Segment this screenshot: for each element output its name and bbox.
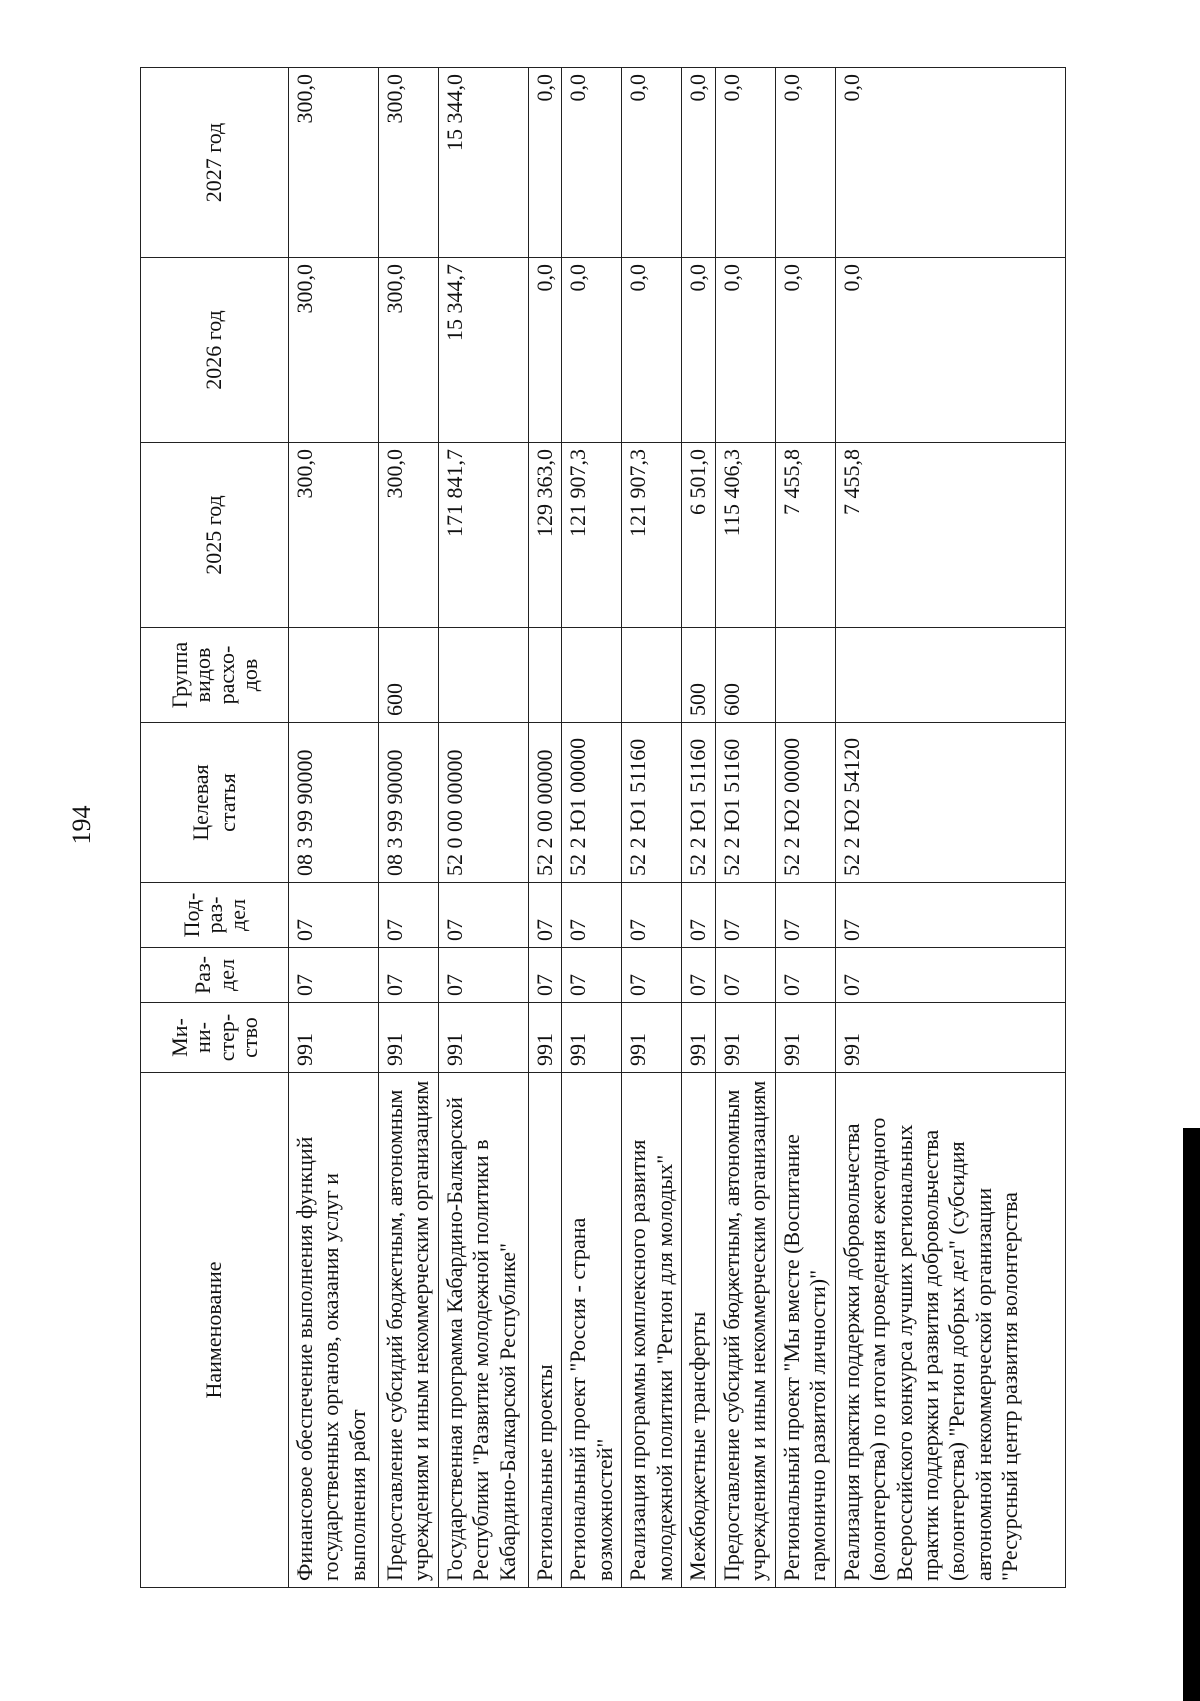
cell-2026: 300,0 (289, 258, 379, 443)
cell-2025: 171 841,7 (439, 443, 529, 628)
budget-table-rotated (140, 68, 1055, 1588)
cell-target: 08 3 99 90000 (379, 723, 439, 883)
cell-group (622, 628, 682, 723)
table-row (439, 68, 529, 1588)
cell-ministry: 991 (775, 1003, 835, 1073)
table-row (835, 68, 1065, 1588)
cell-ministry: 991 (379, 1003, 439, 1073)
header-target: Целевая статья (141, 723, 289, 883)
cell-subsection: 07 (379, 883, 439, 948)
cell-2026: 0,0 (682, 258, 715, 443)
cell-subsection: 07 (715, 883, 775, 948)
cell-name: Предоставление субсидий бюджетным, автономным учреждениям и иным некоммерческим организациям (379, 1073, 439, 1588)
cell-2027: 0,0 (622, 68, 682, 258)
cell-2026: 300,0 (379, 258, 439, 443)
cell-section: 07 (835, 948, 1065, 1003)
cell-2026: 0,0 (622, 258, 682, 443)
cell-section: 07 (775, 948, 835, 1003)
cell-name: Региональные проекты (529, 1073, 562, 1588)
header-ministry: Ми- ни- стер- ство (141, 1003, 289, 1073)
table-row (715, 68, 775, 1588)
cell-ministry: 991 (622, 1003, 682, 1073)
cell-group (529, 628, 562, 723)
cell-2025: 300,0 (289, 443, 379, 628)
cell-subsection: 07 (439, 883, 529, 948)
cell-2027: 0,0 (775, 68, 835, 258)
cell-name: Реализация практик поддержки добровольчества (волонтерства) по итогам проведения ежегодного Всероссийского конкурса лучших региональных практик поддержки и развития добровольчества (волонтерства) "Регион добрых дел" (субсидия автономной некоммерческой организации "Ресурсный центр развития волонтерства (835, 1073, 1065, 1588)
cell-ministry: 991 (439, 1003, 529, 1073)
cell-group (775, 628, 835, 723)
cell-group: 500 (682, 628, 715, 723)
table-row (775, 68, 835, 1588)
cell-group (835, 628, 1065, 723)
cell-target: 52 2 Ю1 51160 (715, 723, 775, 883)
page-number: 194 (67, 805, 96, 845)
cell-name: Региональный проект "Мы вместе (Воспитание гармонично развитой личности)" (775, 1073, 835, 1588)
cell-section: 07 (529, 948, 562, 1003)
cell-2025: 6 501,0 (682, 443, 715, 628)
cell-2027: 300,0 (379, 68, 439, 258)
cell-subsection: 07 (775, 883, 835, 948)
table-row (682, 68, 715, 1588)
cell-section: 07 (562, 948, 622, 1003)
cell-2027: 300,0 (289, 68, 379, 258)
cell-2027: 0,0 (715, 68, 775, 258)
cell-2025: 115 406,3 (715, 443, 775, 628)
header-name: Наименование (141, 1073, 289, 1588)
cell-subsection: 07 (562, 883, 622, 948)
cell-ministry: 991 (562, 1003, 622, 1073)
cell-2027: 0,0 (562, 68, 622, 258)
cell-name: Финансовое обеспечение выполнения функций государственных органов, оказания услуг и выполнения работ (289, 1073, 379, 1588)
cell-section: 07 (439, 948, 529, 1003)
cell-2025: 121 907,3 (562, 443, 622, 628)
cell-target: 52 2 Ю2 00000 (775, 723, 835, 883)
header-2027: 2027 год (141, 68, 289, 258)
cell-subsection: 07 (529, 883, 562, 948)
cell-target: 52 2 Ю1 00000 (562, 723, 622, 883)
table-row (289, 68, 379, 1588)
cell-2027: 0,0 (682, 68, 715, 258)
cell-name: Региональный проект "Россия - страна возможностей" (562, 1073, 622, 1588)
cell-section: 07 (379, 948, 439, 1003)
cell-2025: 129 363,0 (529, 443, 562, 628)
cell-2025: 300,0 (379, 443, 439, 628)
cell-subsection: 07 (622, 883, 682, 948)
cell-ministry: 991 (682, 1003, 715, 1073)
table-row (622, 68, 682, 1588)
table-row (529, 68, 562, 1588)
cell-name: Государственная программа Кабардино-Балкарской Республики "Развитие молодежной политики в Кабардино-Балкарской Республике" (439, 1073, 529, 1588)
cell-name: Предоставление субсидий бюджетным, автономным учреждениям и иным некоммерческим организациям (715, 1073, 775, 1588)
cell-target: 52 2 Ю2 54120 (835, 723, 1065, 883)
header-section: Раз- дел (141, 948, 289, 1003)
cell-2025: 7 455,8 (775, 443, 835, 628)
table-header-row (141, 68, 289, 1588)
cell-target: 52 2 Ю1 51160 (622, 723, 682, 883)
cell-2026: 0,0 (775, 258, 835, 443)
header-group: Группа видов расхо- дов (141, 628, 289, 723)
table-row (379, 68, 439, 1588)
cell-group (289, 628, 379, 723)
cell-ministry: 991 (715, 1003, 775, 1073)
cell-2026: 15 344,7 (439, 258, 529, 443)
cell-2027: 15 344,0 (439, 68, 529, 258)
cell-section: 07 (622, 948, 682, 1003)
table-row (562, 68, 622, 1588)
cell-target: 08 3 99 90000 (289, 723, 379, 883)
cell-ministry: 991 (835, 1003, 1065, 1073)
scan-edge-bar (1183, 1128, 1200, 1701)
cell-2027: 0,0 (529, 68, 562, 258)
budget-table (140, 67, 1066, 1588)
header-subsection: Под- раз- дел (141, 883, 289, 948)
cell-subsection: 07 (835, 883, 1065, 948)
cell-name: Реализация программы комплексного развития молодежной политики "Регион для молодых" (622, 1073, 682, 1588)
cell-group (439, 628, 529, 723)
cell-group (562, 628, 622, 723)
cell-target: 52 0 00 00000 (439, 723, 529, 883)
cell-2026: 0,0 (715, 258, 775, 443)
cell-subsection: 07 (289, 883, 379, 948)
cell-section: 07 (682, 948, 715, 1003)
cell-section: 07 (715, 948, 775, 1003)
cell-ministry: 991 (289, 1003, 379, 1073)
cell-group: 600 (715, 628, 775, 723)
cell-target: 52 2 00 00000 (529, 723, 562, 883)
cell-2026: 0,0 (562, 258, 622, 443)
cell-name: Межбюджетные трансферты (682, 1073, 715, 1588)
cell-2026: 0,0 (529, 258, 562, 443)
cell-subsection: 07 (682, 883, 715, 948)
header-2025: 2025 год (141, 443, 289, 628)
header-2026: 2026 год (141, 258, 289, 443)
cell-ministry: 991 (529, 1003, 562, 1073)
cell-2027: 0,0 (835, 68, 1065, 258)
cell-group: 600 (379, 628, 439, 723)
cell-2025: 7 455,8 (835, 443, 1065, 628)
cell-2026: 0,0 (835, 258, 1065, 443)
cell-2025: 121 907,3 (622, 443, 682, 628)
cell-target: 52 2 Ю1 51160 (682, 723, 715, 883)
cell-section: 07 (289, 948, 379, 1003)
